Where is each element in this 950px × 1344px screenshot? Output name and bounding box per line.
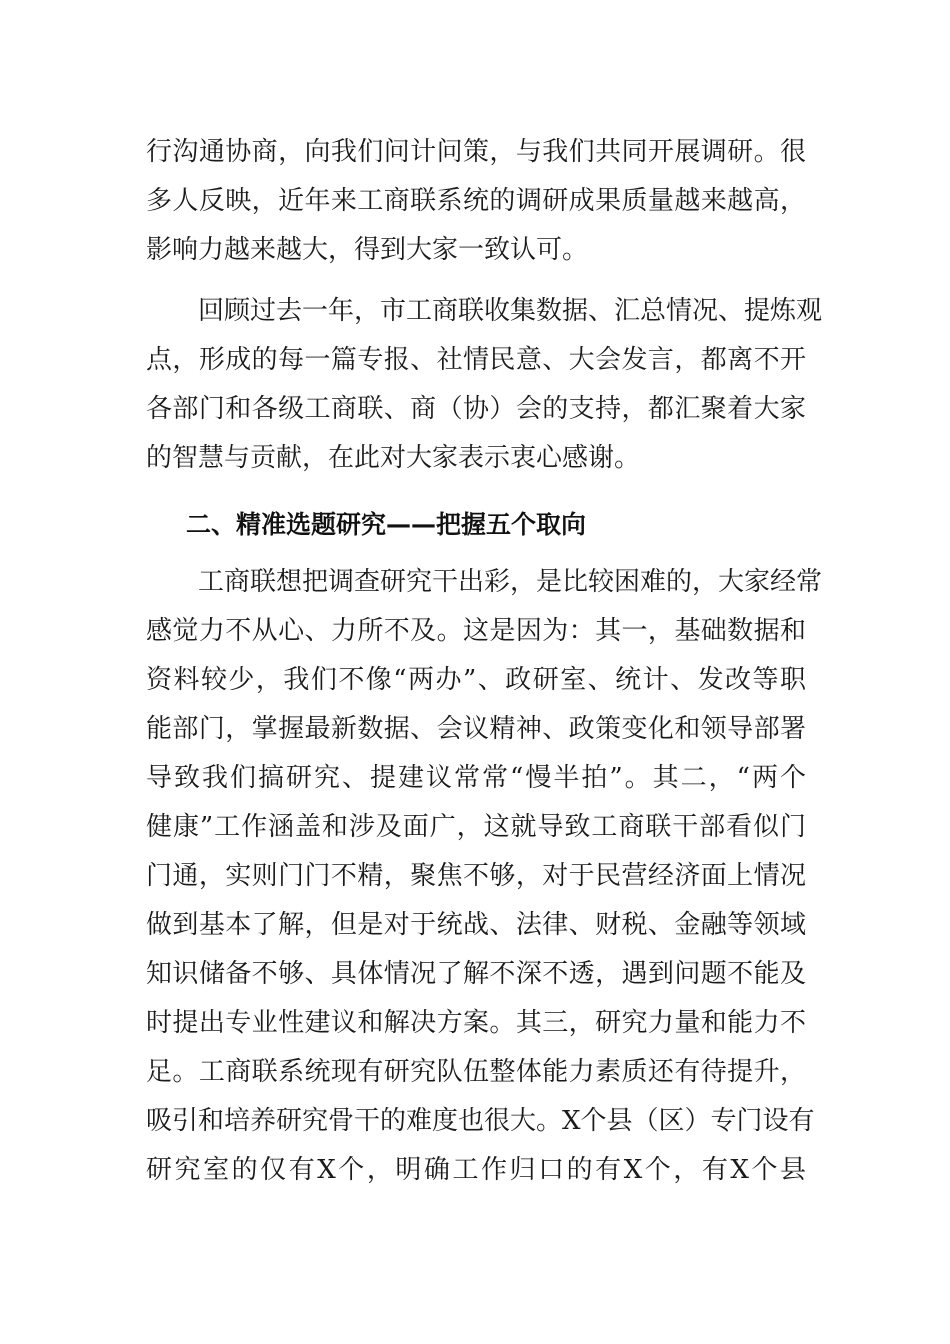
text-line: 多人反映，近年来工商联系统的调研成果质量越来越高，: [146, 186, 806, 216]
text-line: 导致我们搞研究、提建议常常“慢半拍”。其二，“两个: [146, 763, 806, 793]
section-heading: 二、精准选题研究——把握五个取向: [186, 510, 587, 539]
text-line: 资料较少，我们不像“两办”、政研室、统计、发改等职: [146, 665, 806, 695]
text-line: 吸引和培养研究骨干的难度也很大。X个县（区）专门设有: [146, 1106, 815, 1136]
text-line: 做到基本了解，但是对于统战、法律、财税、金融等领域: [146, 910, 806, 940]
text-line: 时提出专业性建议和解决方案。其三，研究力量和能力不: [146, 1008, 806, 1038]
paragraph-3: [146, 558, 823, 1195]
text-line: 回顾过去一年，市工商联收集数据、汇总情况、提炼观: [146, 296, 823, 326]
text-line: 感觉力不从心、力所不及。这是因为：其一，基础数据和: [146, 616, 806, 646]
text-line: 足。工商联系统现有研究队伍整体能力素质还有待提升，: [146, 1057, 806, 1087]
text-line: 知识储备不够、具体情况了解不深不透，遇到问题不能及: [146, 959, 806, 989]
paragraph-1: [146, 128, 806, 275]
text-line: 的智慧与贡献，在此对大家表示衷心感谢。: [146, 443, 641, 473]
text-line: 点，形成的每一篇专报、社情民意、大会发言，都离不开: [146, 345, 806, 375]
text-line: 能部门，掌握最新数据、会议精神、政策变化和领导部署: [146, 714, 806, 744]
text-line: 门通，实则门门不精，聚焦不够，对于民营经济面上情况: [146, 861, 806, 891]
text-line: 影响力越来越大，得到大家一致认可。: [146, 235, 589, 265]
text-line: 健康”工作涵盖和涉及面广，这就导致工商联干部看似门: [146, 812, 806, 842]
text-line: 工商联想把调查研究干出彩，是比较困难的，大家经常: [146, 567, 823, 597]
text-line: 行沟通协商，向我们问计问策，与我们共同开展调研。很: [146, 137, 806, 167]
text-line: 各部门和各级工商联、商（协）会的支持，都汇聚着大家: [146, 394, 806, 424]
paragraph-2: [146, 287, 823, 483]
text-line: 研究室的仅有X个，明确工作归口的有X个，有X个县: [146, 1155, 806, 1185]
